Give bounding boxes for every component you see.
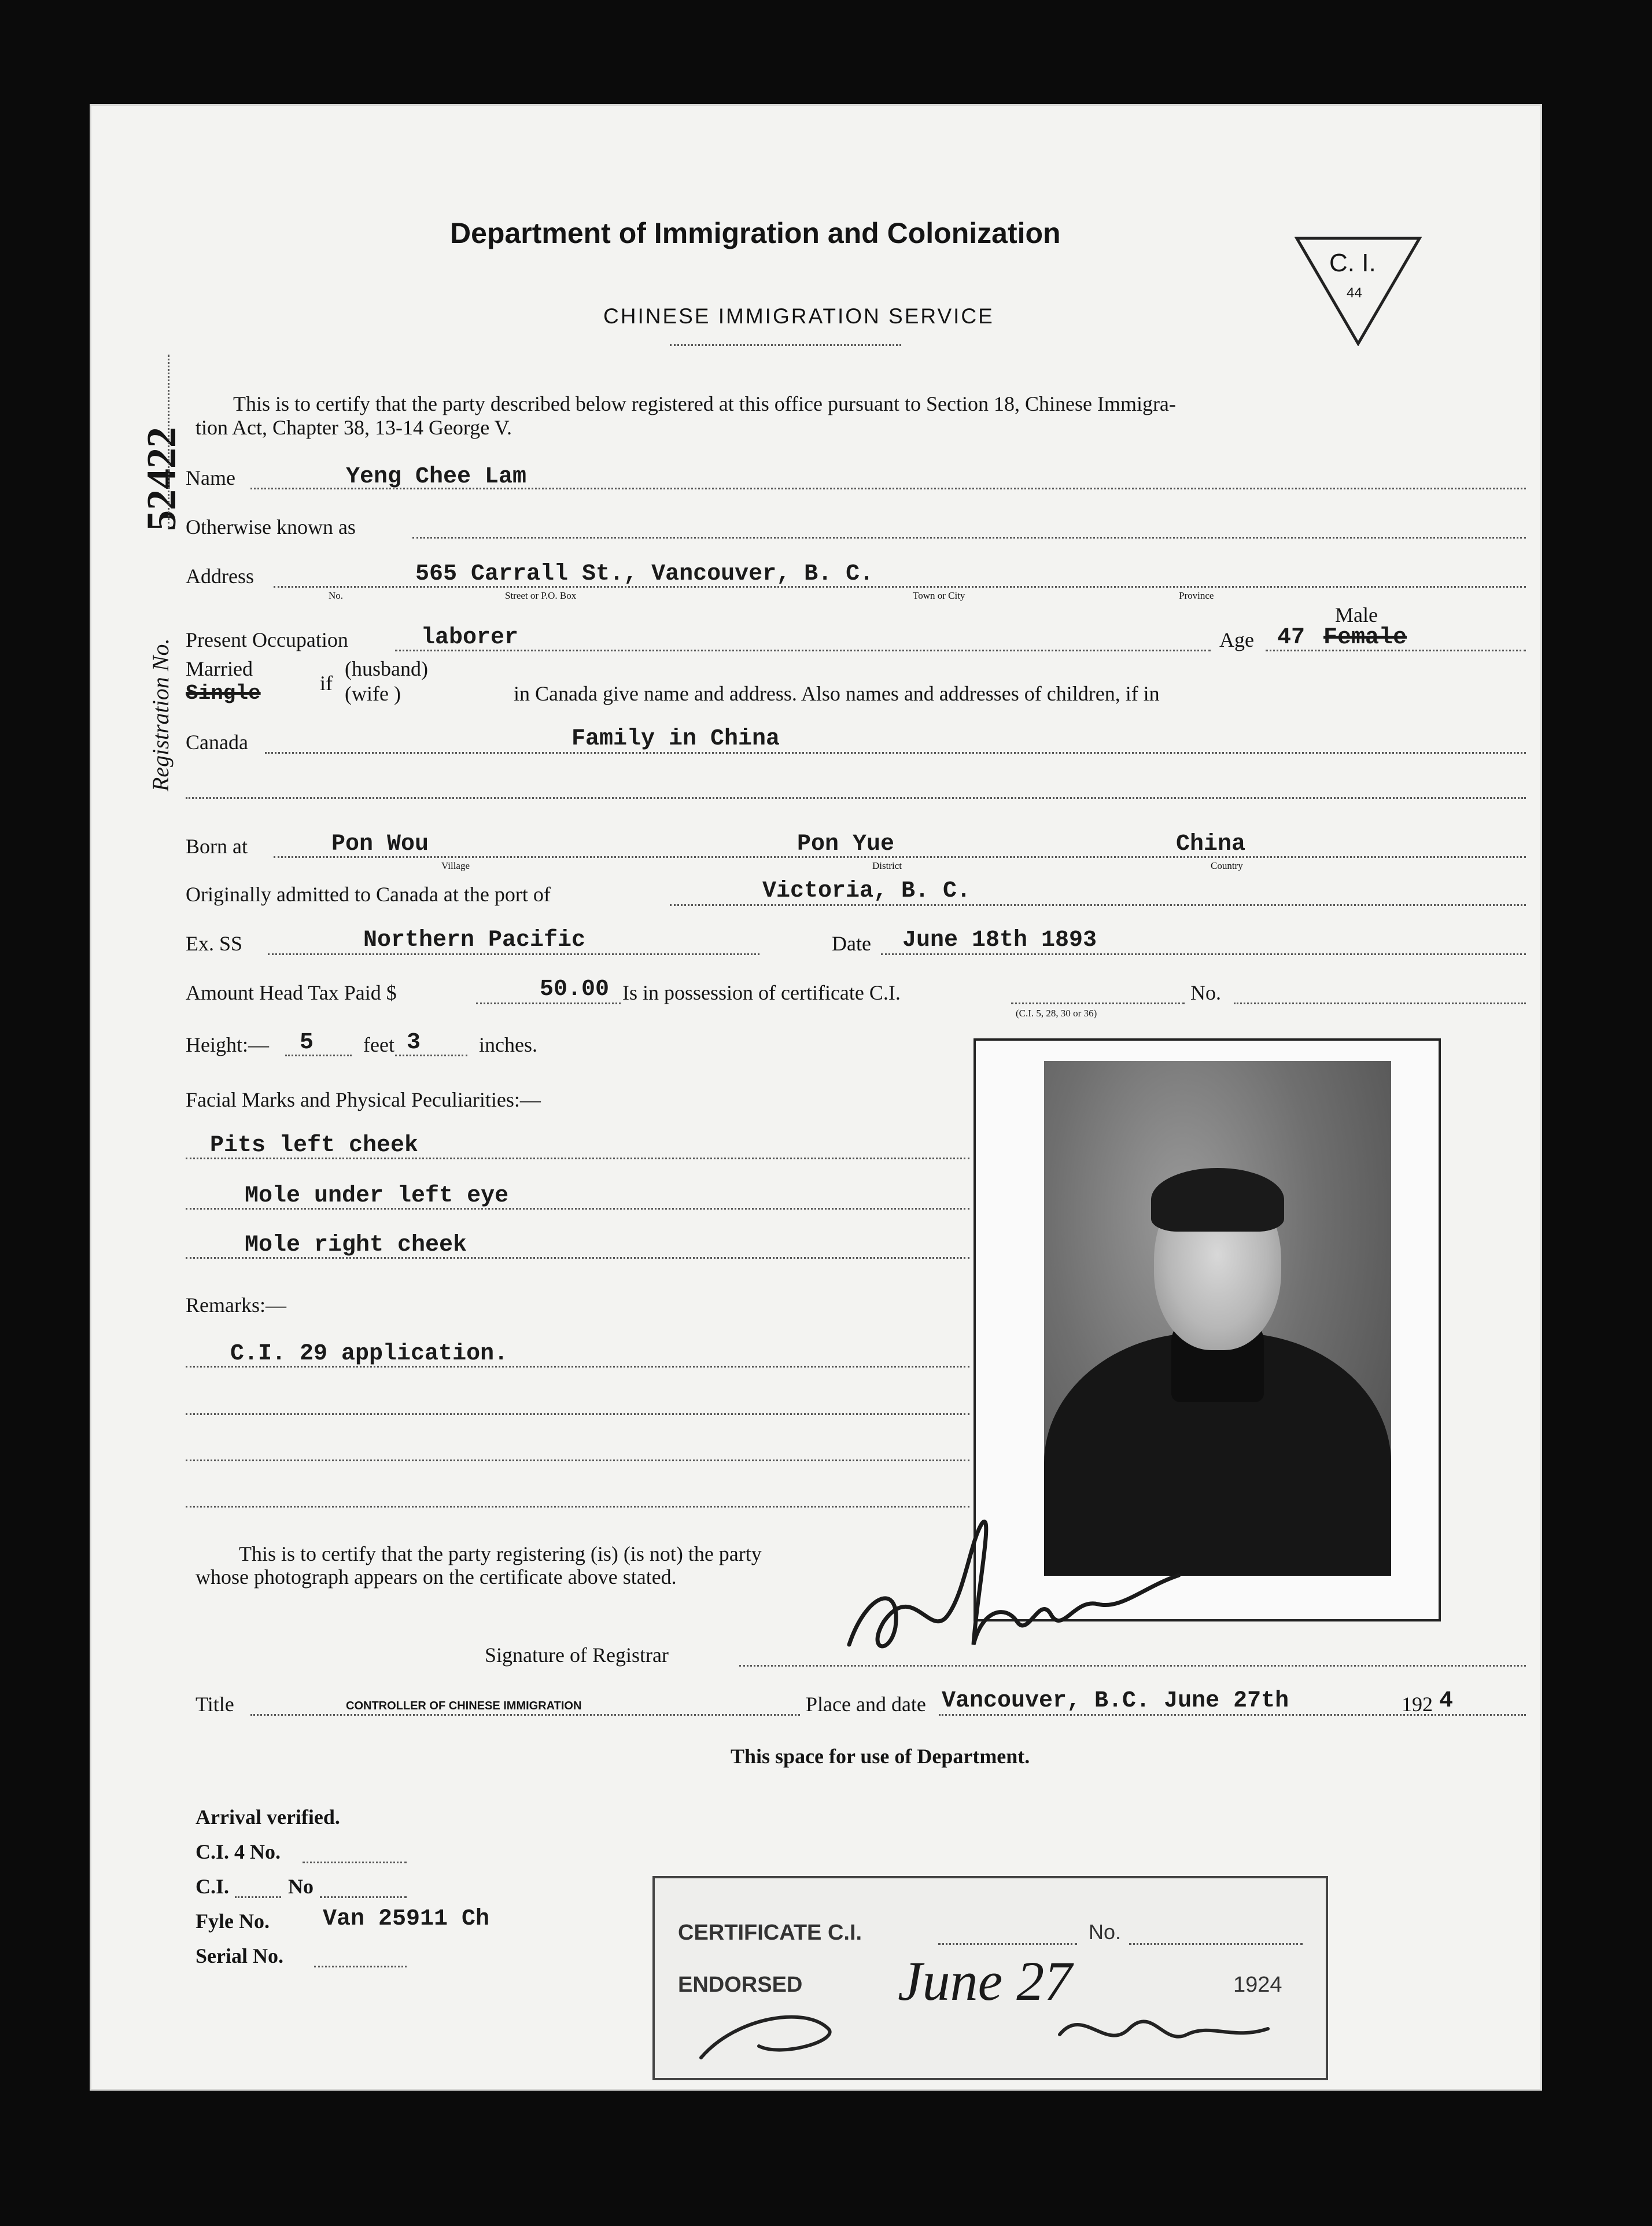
married-text: in Canada give name and address. Also names and addresses of children, if in	[514, 682, 1160, 705]
name-label: Name	[186, 466, 235, 489]
if-label: if	[320, 672, 333, 695]
born-district-sub: District	[872, 860, 902, 871]
mark-1: Pits left cheek	[210, 1133, 419, 1159]
canada-value: Family in China	[571, 726, 780, 752]
stamp-signature	[689, 1982, 1291, 2075]
married-label: Married	[186, 657, 253, 680]
ci-no-label: No	[288, 1875, 314, 1898]
place-label: Place and date	[806, 1693, 926, 1716]
remarks-value: C.I. 29 application.	[230, 1341, 508, 1367]
cert-no-label: No.	[1190, 981, 1221, 1004]
born-village: Pon Wou	[331, 831, 429, 857]
address-sub-province: Province	[1179, 590, 1214, 601]
stamp-no: No.	[1089, 1920, 1122, 1944]
date-label: Date	[832, 932, 871, 955]
certify-line-1: This is to certify that the party registering (is) (is not) the party	[239, 1542, 762, 1565]
age-value: 47	[1277, 625, 1306, 651]
born-district: Pon Yue	[797, 831, 895, 857]
ci-label: C.I.	[196, 1875, 230, 1898]
address-sub-no: No.	[329, 590, 344, 601]
height-feet: 5	[300, 1030, 314, 1056]
intro-line-2: tion Act, Chapter 38, 13-14 George V.	[196, 416, 512, 439]
fyle-label: Fyle No.	[196, 1910, 270, 1933]
wife-label: (wife )	[345, 682, 401, 705]
place-value: Vancouver, B.C. June 27th	[942, 1688, 1289, 1714]
service-title: CHINESE IMMIGRATION SERVICE	[603, 304, 994, 328]
inches-label: inches.	[479, 1033, 537, 1056]
ship-value: Northern Pacific	[363, 927, 586, 953]
name-value: Yeng Chee Lam	[346, 464, 527, 490]
certify-line-2: whose photograph appears on the certificate above stated.	[196, 1565, 677, 1589]
tax-value: 50.00	[540, 976, 610, 1003]
signature-label: Signature of Registrar	[485, 1643, 669, 1667]
registrar-signature	[832, 1506, 1190, 1697]
feet-label: feet	[363, 1033, 394, 1056]
mark-2: Mole under left eye	[245, 1183, 509, 1209]
born-label: Born at	[186, 835, 248, 858]
fyle-value: Van 25911 Ch	[323, 1906, 490, 1932]
height-inches: 3	[407, 1030, 421, 1056]
port-value: Victoria, B. C.	[762, 878, 971, 904]
registration-certificate	[90, 104, 1542, 2091]
form-code-top: C. I.	[1329, 249, 1376, 277]
date-value: June 18th 1893	[902, 927, 1097, 953]
address-value: 565 Carrall St., Vancouver, B. C.	[415, 561, 874, 587]
year-prefix: 192	[1402, 1693, 1433, 1716]
address-label: Address	[186, 565, 254, 588]
occupation-value: laborer	[421, 625, 519, 651]
single-struck: Single	[186, 681, 261, 705]
ship-label: Ex. SS	[186, 932, 243, 955]
stamp-certificate: CERTIFICATE C.I.	[678, 1921, 862, 1945]
endorsement-stamp	[652, 1876, 1328, 2080]
intro-line-1: This is to certify that the party described below registered at this office pursuant to Section 18, Chinese Immigra-	[233, 392, 1176, 415]
year-suffix: 4	[1439, 1688, 1454, 1714]
cert-sub: (C.I. 5, 28, 30 or 36)	[1016, 1008, 1097, 1019]
arrival-verified: Arrival verified.	[196, 1805, 340, 1829]
age-label: Age	[1219, 628, 1254, 651]
applicant-photo	[1044, 1061, 1391, 1576]
ci4-no: C.I. 4 No.	[196, 1840, 281, 1863]
service-underline	[670, 344, 901, 346]
born-country-sub: Country	[1211, 860, 1243, 871]
serial-no: Serial No.	[196, 1944, 283, 1967]
stamp-handwritten-date: June 27	[898, 1950, 1072, 2012]
stamp-endorsed: ENDORSED	[678, 1973, 803, 1997]
remarks-label: Remarks:—	[186, 1293, 286, 1317]
stamp-year: 1924	[1233, 1973, 1282, 1997]
born-village-sub: Village	[441, 860, 470, 871]
form-code-bottom: 44	[1347, 285, 1362, 301]
department-title: Department of Immigration and Colonization	[450, 217, 1061, 249]
height-label: Height:—	[186, 1033, 269, 1056]
occupation-label: Present Occupation	[186, 628, 348, 651]
department-use-heading: This space for use of Department.	[731, 1745, 1030, 1768]
sex-female-struck: Female	[1323, 625, 1407, 651]
sex-male: Male	[1335, 603, 1378, 626]
title-label: Title	[196, 1693, 234, 1716]
address-sub-street: Street or P.O. Box	[505, 590, 577, 601]
title-value: CONTROLLER OF CHINESE IMMIGRATION	[346, 1700, 582, 1712]
registration-number: 52422	[138, 427, 185, 531]
canada-label: Canada	[186, 731, 248, 754]
marks-label: Facial Marks and Physical Peculiarities:—	[186, 1088, 541, 1111]
otherwise-label: Otherwise known as	[186, 515, 356, 539]
mark-3: Mole right cheek	[245, 1232, 467, 1258]
address-sub-town: Town or City	[913, 590, 965, 601]
registration-label: Registration No.	[148, 638, 174, 791]
port-label: Originally admitted to Canada at the port of	[186, 883, 551, 906]
husband-label: (husband)	[345, 657, 428, 680]
born-country: China	[1176, 831, 1246, 857]
tax-label: Amount Head Tax Paid $	[186, 981, 397, 1004]
registration-line	[168, 355, 169, 528]
cert-label: Is in possession of certificate C.I.	[622, 981, 901, 1004]
